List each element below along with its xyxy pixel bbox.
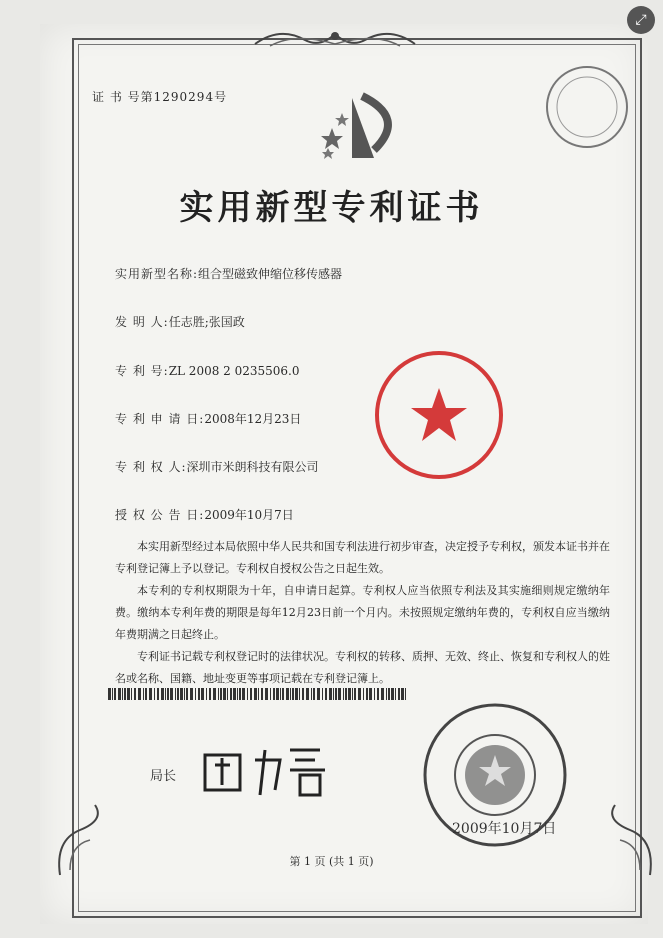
paragraph-2: 本专利的专利权期限为十年，自申请日起算。专利权人应当依照专利法及其实施细则规定缴纳年费。缴纳本专利年费的期限是每年12月23日前一个月内。未按照规定缴纳年费的，专利权自应当缴纳年费期满之日起终止。 (115, 584, 610, 641)
paragraph-1: 本实用新型经过本局依照中华人民共和国专利法进行初步审查，决定授予专利权，颁发本证书并在专利登记簿上予以登记。专利权自授权公告之日起生效。 (115, 540, 610, 575)
page-number: 第 1 页 (共 1 页) (289, 855, 374, 868)
seal-date: 2009年10月7日 (452, 821, 557, 837)
barcode (108, 688, 408, 700)
company-seal (372, 348, 507, 483)
director-label: 局长 (150, 769, 177, 784)
field-utility-model-name: 实用新型名称:组合型磁致伸缩位移传感器 (115, 267, 343, 281)
field-grant-date: 授 权 公 告 日:2009年10月7日 (115, 508, 294, 522)
field-patent-number: 专 利 号:ZL 2008 2 0235506.0 (115, 364, 300, 378)
field-inventors: 发 明 人:任志胜;张国政 (115, 315, 245, 329)
paragraph-3: 专利证书记载专利权登记时的法律状况。专利权的转移、质押、无效、终止、恢复和专利权人的姓名或名称、国籍、地址变更等事项记载在专利登记簿上。 (115, 650, 610, 685)
patent-office-logo-icon (312, 88, 412, 168)
corner-stamp (542, 62, 632, 152)
field-application-date: 专 利 申 请 日:2008年12月23日 (115, 412, 302, 426)
certificate-number: 证 书 号第1290294号 (92, 90, 228, 104)
document-title: 实用新型专利证书 (179, 188, 484, 228)
expand-icon[interactable]: ⤢ (627, 6, 655, 34)
field-patentee: 专 利 权 人:深圳市米朗科技有限公司 (115, 460, 319, 474)
top-ornament (250, 26, 420, 52)
director-signature (200, 740, 330, 800)
